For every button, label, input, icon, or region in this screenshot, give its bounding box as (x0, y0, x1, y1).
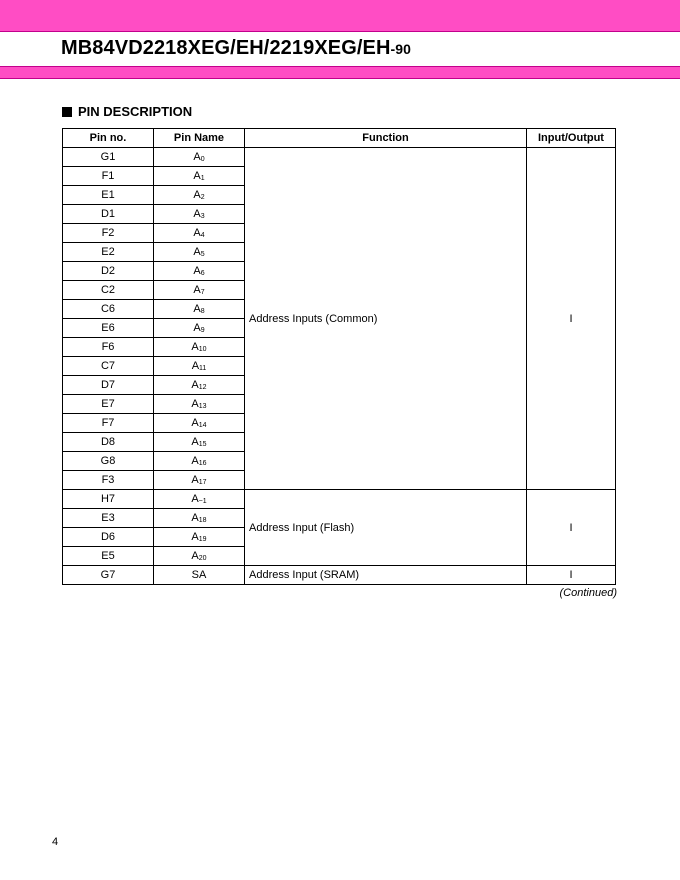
pin-no-cell: G7 (63, 566, 154, 585)
function-cell: Address Inputs (Common) (245, 148, 527, 490)
pin-name: A (191, 436, 199, 448)
pin-no-cell: D8 (63, 433, 154, 452)
section-title: PIN DESCRIPTION (78, 104, 193, 119)
function-cell: Address Input (SRAM) (245, 566, 527, 585)
pin-name-cell (154, 528, 245, 547)
pin-no-cell: F7 (63, 414, 154, 433)
pin-name-cell (154, 433, 245, 452)
header-band-border (0, 31, 680, 32)
pin-name: A (191, 417, 199, 429)
table-row (63, 566, 616, 585)
header-input-output: Input/Output (527, 129, 616, 148)
pin-no-cell: F2 (63, 224, 154, 243)
pin-name-cell (154, 262, 245, 281)
pin-name-cell (154, 167, 245, 186)
pin-name-subscript: 10 (198, 346, 207, 353)
pin-name: A (191, 493, 199, 505)
speed-suffix: -90 (390, 41, 412, 57)
pin-name: A (193, 189, 201, 201)
part-number: MB84VD2218XEG/EH/2219XEG/EH (61, 37, 391, 59)
pin-name-cell (154, 148, 245, 167)
pin-no-cell: E6 (63, 319, 154, 338)
pin-name-subscript: 3 (200, 213, 205, 220)
pin-no-cell: D2 (63, 262, 154, 281)
pin-name-subscript: 1 (200, 175, 205, 182)
pin-no-cell: G1 (63, 148, 154, 167)
pin-name-subscript: 17 (198, 479, 207, 486)
pin-name-cell (154, 547, 245, 566)
header-function: Function (245, 129, 527, 148)
pin-no-cell: D1 (63, 205, 154, 224)
pin-name-cell (154, 300, 245, 319)
pin-name: A (193, 322, 201, 334)
continued-note: (Continued) (559, 587, 617, 599)
pin-name-subscript: 13 (198, 403, 207, 410)
pin-name: A (193, 265, 201, 277)
header-pin-name: Pin Name (154, 129, 245, 148)
pin-name: A (191, 360, 200, 372)
title-bar-border-bottom (0, 78, 680, 79)
pin-no-cell: G8 (63, 452, 154, 471)
pin-name-subscript: −1 (198, 498, 207, 505)
pin-name-cell (154, 319, 245, 338)
pin-name: A (193, 303, 201, 315)
pin-name-cell (154, 205, 245, 224)
pin-name: A (193, 151, 201, 163)
pin-name-subscript: 16 (198, 460, 207, 467)
pin-name-cell (154, 357, 245, 376)
pin-name-subscript: 18 (198, 517, 207, 524)
pin-name-cell (154, 509, 245, 528)
pin-name-subscript: 5 (200, 251, 205, 258)
pin-no-cell: C6 (63, 300, 154, 319)
pin-name-cell (154, 414, 245, 433)
table-header-row (63, 129, 616, 148)
pin-name-subscript: 15 (198, 441, 207, 448)
pin-name-subscript: 14 (198, 422, 207, 429)
pin-name-cell (154, 243, 245, 262)
pin-no-cell: E1 (63, 186, 154, 205)
pin-name-cell (154, 281, 245, 300)
pin-name-cell (154, 452, 245, 471)
section-heading (62, 104, 192, 120)
title-bar (0, 67, 680, 78)
header-pin-no: Pin no. (63, 129, 154, 148)
pin-no-cell: D6 (63, 528, 154, 547)
pin-no-cell: C7 (63, 357, 154, 376)
pin-no-cell: D7 (63, 376, 154, 395)
pin-no-cell: F6 (63, 338, 154, 357)
pin-name-cell (154, 224, 245, 243)
pin-name: A (193, 284, 201, 296)
pin-name-subscript: 6 (200, 270, 205, 277)
pin-name: A (193, 246, 201, 258)
pin-name-cell (154, 338, 245, 357)
pin-name-subscript: 4 (200, 232, 205, 239)
table-row (63, 490, 616, 509)
pin-no-cell: E2 (63, 243, 154, 262)
pin-name: A (191, 398, 199, 410)
table-row (63, 148, 616, 167)
pin-name: A (193, 170, 201, 182)
input-output-cell: I (527, 490, 616, 566)
pin-name: A (191, 512, 199, 524)
pin-name-subscript: 19 (198, 536, 207, 543)
pin-name-subscript: 12 (198, 384, 207, 391)
pin-no-cell: H7 (63, 490, 154, 509)
pin-no-cell: E3 (63, 509, 154, 528)
pin-no-cell: F1 (63, 167, 154, 186)
pin-name: A (193, 227, 201, 239)
pin-name-cell (154, 395, 245, 414)
pin-name-cell (154, 566, 245, 585)
pin-name-subscript: 8 (200, 308, 205, 315)
pin-name-cell (154, 186, 245, 205)
pin-name-cell (154, 376, 245, 395)
function-cell: Address Input (Flash) (245, 490, 527, 566)
input-output-cell: I (527, 566, 616, 585)
pin-name-cell (154, 490, 245, 509)
header-band (0, 0, 680, 31)
pin-name: A (191, 379, 199, 391)
pin-description-table (62, 128, 616, 585)
pin-name: A (191, 455, 199, 467)
pin-no-cell: F3 (63, 471, 154, 490)
pin-name-subscript: 7 (200, 289, 205, 296)
pin-name: A (191, 531, 199, 543)
pin-name: A (191, 341, 199, 353)
pin-name-subscript: 2 (200, 194, 205, 201)
pin-name-cell (154, 471, 245, 490)
pin-no-cell: E5 (63, 547, 154, 566)
pin-no-cell: C2 (63, 281, 154, 300)
document-title (61, 35, 411, 62)
pin-name-subscript: 9 (200, 327, 205, 334)
input-output-cell: I (527, 148, 616, 490)
pin-name-subscript: 0 (200, 156, 205, 163)
pin-no-cell: E7 (63, 395, 154, 414)
pin-name-subscript: 20 (198, 555, 207, 562)
square-bullet-icon (62, 107, 72, 117)
pin-name: A (191, 550, 199, 562)
pin-name: A (193, 208, 201, 220)
pin-name: A (191, 474, 199, 486)
page-number: 4 (52, 836, 59, 848)
pin-name-subscript: 11 (199, 365, 207, 372)
pin-name: SA (191, 569, 207, 581)
